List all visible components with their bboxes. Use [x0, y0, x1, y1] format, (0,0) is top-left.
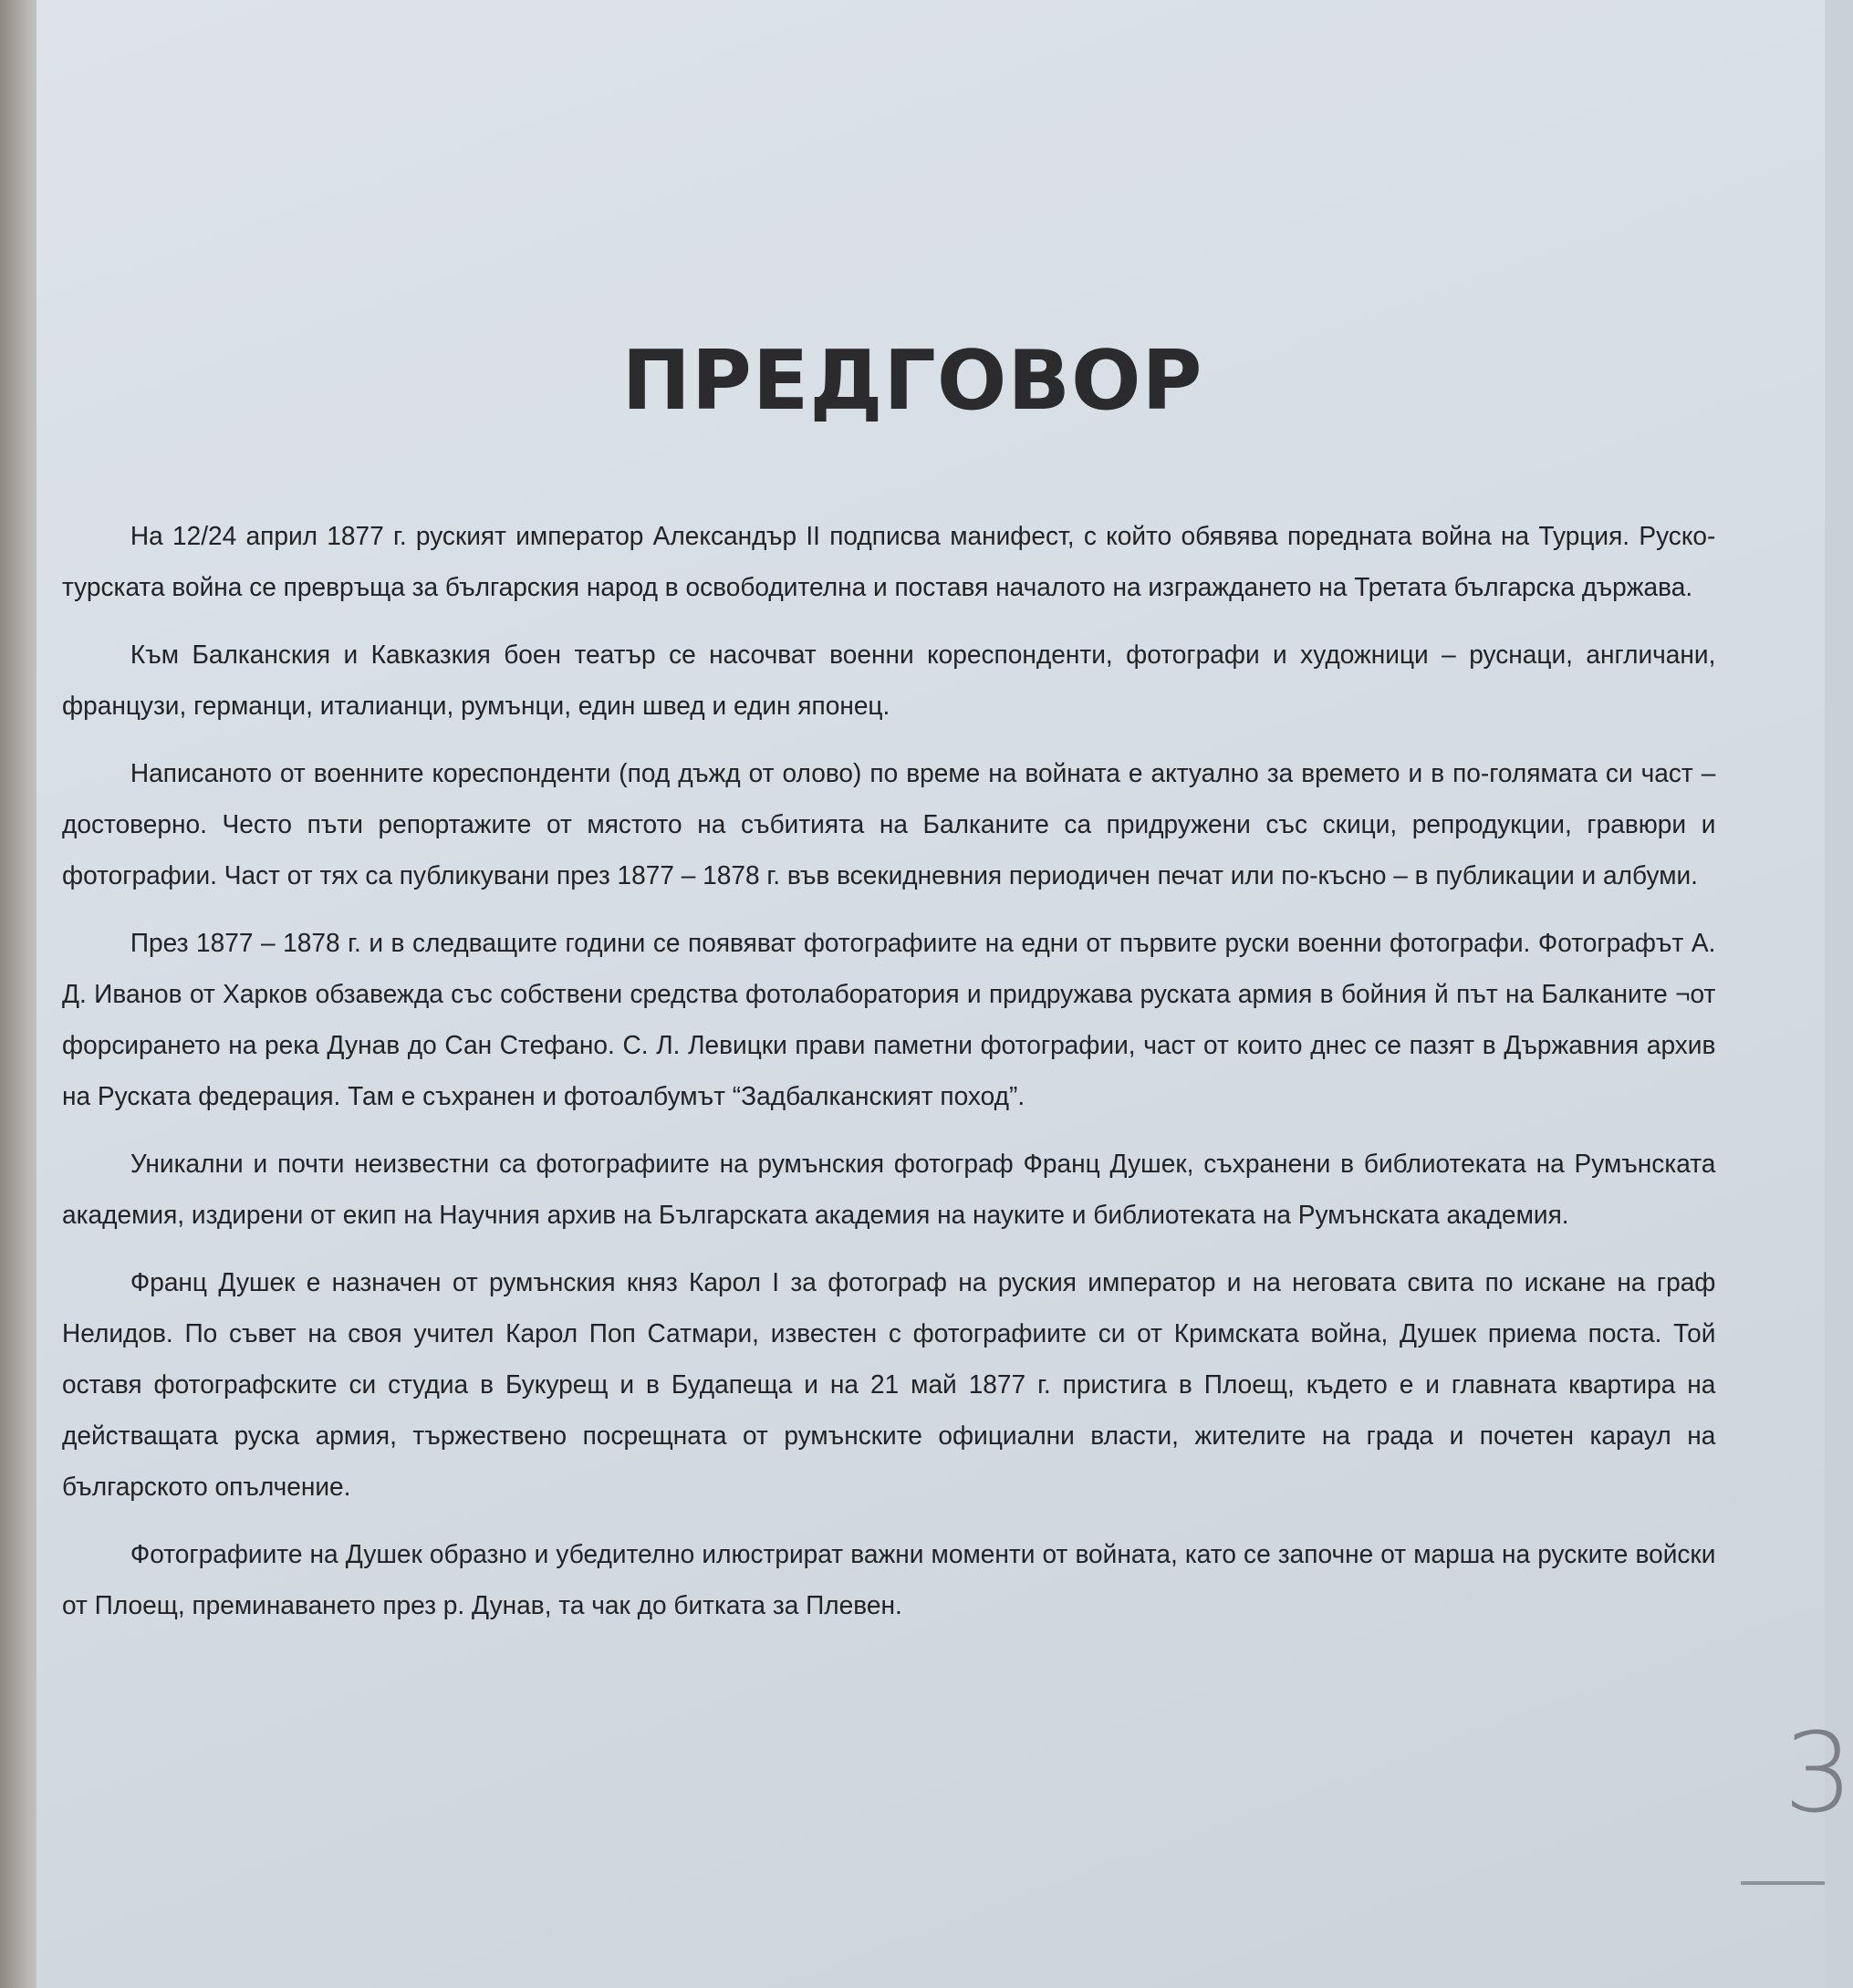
paragraph-1: На 12/24 април 1877 г. руският император Александър II подписва манифест, с който обявява поредната война на Турция. Руско-турската война се превръща за българския народ в освободителна и поставя началото на изграждането на Третата българска държава. — [62, 522, 1716, 602]
paragraph-4: През 1877 – 1878 г. и в следващите години се появяват фотографиите на едни от първите руски военни фотографи. Фотографът А. Д. Иванов от Харков обзавежда със собствени средства фотолаборатория и придружава руската армия в бойния й път на Балканите ¬от форсирането на река Дунав до Сан Стефано. С. Л. Левицки прави паметни фотографии, част от които днес се пазят в Държавния архив на Руската федерация. Там е съхранен и фотоалбумът “Задбалканският поход”. — [62, 929, 1716, 1111]
page-number-rule — [1741, 1881, 1825, 1885]
paragraph-3: Написаното от военните кореспонденти (под дъжд от олово) по време на войната е актуално за времето и в по-голямата си част – достоверно. Често пъти репортажите от мястото на събитията на Балканите са придружени със скици, репродукции, гравюри и фотографии. Част от тях са публикувани през 1877 – 1878 г. във всекидневния периодичен печат или по-късно – в публикации и албуми. — [62, 759, 1716, 890]
paragraph-6: Франц Душек е назначен от румънския княз Карол I за фотограф на руския император и на неговата свита по искане на граф Нелидов. По съвет на своя учител Карол Поп Сатмари, известен с фотографиите си от Кримската война, Душек приема поста. Той оставя фотографските си студиа в Букурещ и в Будапеща и на 21 май 1877 г. пристига в Плоещ, където е и главната квартира на действащата руска армия, тържествено посрещната от румънските официални власти, жителите на града и почетен караул на българското опълчение. — [62, 1268, 1716, 1502]
paragraph-5: Уникални и почти неизвестни са фотографиите на румънския фотограф Франц Душек, съхранени в библиотеката на Румънската академия, издирени от екип на Научния архив на Българската академия на науките и библиотеката на Румънската академия. — [62, 1150, 1716, 1230]
page-title: ПРЕДГОВОР — [621, 333, 1203, 429]
paragraph-2: Към Балканския и Кавказкия боен театър се насочват военни кореспонденти, фотографи и художници – руснаци, англичани, французи, германци, италианци, румънци, един швед и един японец. — [62, 640, 1716, 721]
page-number: 3 — [1784, 1711, 1853, 1837]
book-page — [36, 0, 1853, 1988]
paragraph-7: Фотографиите на Душек образно и убедително илюстрират важни моменти от войната, като се започне от марша на руските войски от Плоещ, преминаването през р. Дунав, та чак до битката за Плевен. — [62, 1540, 1716, 1620]
preface-body — [62, 511, 1715, 1648]
